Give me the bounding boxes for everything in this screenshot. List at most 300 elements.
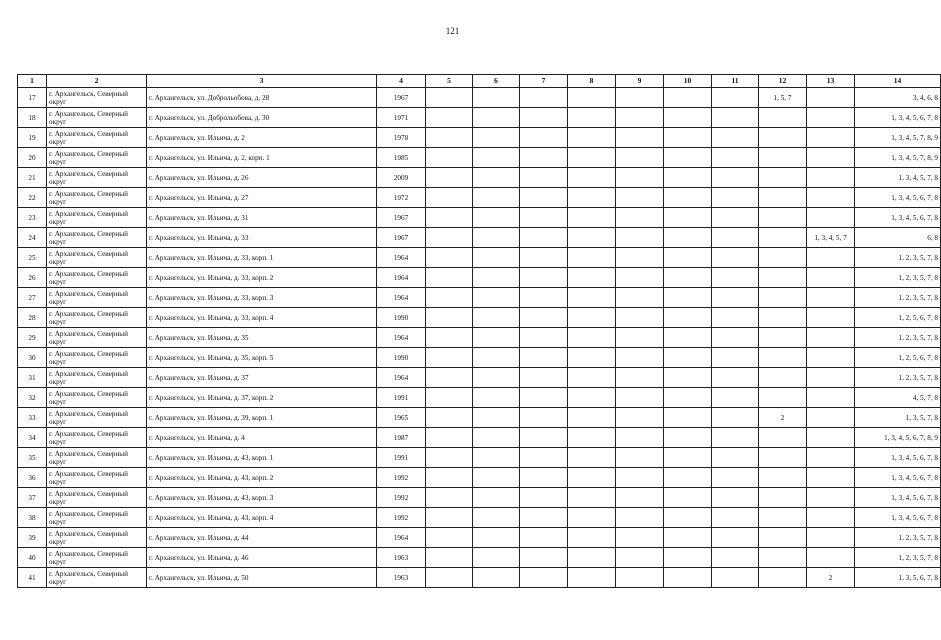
column-14-cell: 1, 2, 3, 5, 7, 8 (855, 248, 941, 268)
address-cell: г. Архангельск, ул. Ильича, д. 35 (147, 328, 377, 348)
address-cell: г. Архангельск, ул. Доброльобова, д. 30 (147, 108, 377, 128)
empty-cell (520, 428, 568, 448)
empty-cell (473, 468, 520, 488)
row-number: 18 (18, 108, 47, 128)
row-number: 22 (18, 188, 47, 208)
empty-cell (664, 348, 712, 368)
table-row (18, 108, 941, 128)
empty-cell (712, 528, 759, 548)
empty-cell (616, 108, 664, 128)
table-row (18, 408, 941, 428)
address-cell: г. Архангельск, ул. Ильича, д. 33, корп. 3 (147, 288, 377, 308)
column-12-cell (759, 228, 807, 248)
empty-cell (616, 288, 664, 308)
column-13-cell (807, 148, 855, 168)
empty-cell (712, 368, 759, 388)
column-header-4: 4 (377, 75, 426, 88)
year-cell: 1964 (377, 268, 426, 288)
empty-cell (473, 428, 520, 448)
column-13-cell (807, 488, 855, 508)
district-cell: г. Архангельск, Северный округ (47, 448, 147, 468)
column-13-cell (807, 248, 855, 268)
empty-cell (473, 388, 520, 408)
empty-cell (664, 408, 712, 428)
empty-cell (520, 268, 568, 288)
column-12-cell (759, 448, 807, 468)
row-number: 32 (18, 388, 47, 408)
empty-cell (712, 88, 759, 108)
address-cell: г. Архангельск, ул. Ильича, д. 31 (147, 208, 377, 228)
table-row (18, 308, 941, 328)
table-row (18, 488, 941, 508)
address-cell: г. Архангельск, ул. Ильича, д. 43, корп. 2 (147, 468, 377, 488)
district-cell: г. Архангельск, Северный округ (47, 248, 147, 268)
column-14-cell: 1, 3, 5, 7, 8 (855, 408, 941, 428)
empty-cell (712, 128, 759, 148)
column-12-cell (759, 248, 807, 268)
table-row (18, 428, 941, 448)
district-cell: г. Архангельск, Северный округ (47, 268, 147, 288)
year-cell: 1991 (377, 388, 426, 408)
empty-cell (568, 448, 616, 468)
empty-cell (664, 548, 712, 568)
row-number: 19 (18, 128, 47, 148)
column-13-cell: 1, 3, 4, 5, 7 (807, 228, 855, 248)
address-cell: г. Архангельск, ул. Ильича, д. 33, корп. 2 (147, 268, 377, 288)
column-13-cell (807, 508, 855, 528)
empty-cell (568, 368, 616, 388)
year-cell: 1985 (377, 148, 426, 168)
district-cell: г. Архангельск, Северный округ (47, 208, 147, 228)
column-13-cell (807, 408, 855, 428)
empty-cell (664, 528, 712, 548)
column-12-cell (759, 368, 807, 388)
empty-cell (473, 268, 520, 288)
column-12-cell (759, 148, 807, 168)
empty-cell (473, 308, 520, 328)
row-number: 26 (18, 268, 47, 288)
empty-cell (616, 248, 664, 268)
empty-cell (712, 248, 759, 268)
empty-cell (426, 368, 473, 388)
column-14-cell: 3, 4, 6, 8 (855, 88, 941, 108)
column-14-cell: 1, 2, 3, 5, 7, 8 (855, 548, 941, 568)
district-cell: г. Архангельск, Северный округ (47, 88, 147, 108)
column-12-cell (759, 128, 807, 148)
page-number: 121 (445, 26, 460, 36)
year-cell: 1971 (377, 108, 426, 128)
year-cell: 1967 (377, 88, 426, 108)
empty-cell (616, 408, 664, 428)
column-14-cell: 1, 3, 4, 5, 6, 7, 8, 9 (855, 428, 941, 448)
empty-cell (473, 328, 520, 348)
empty-cell (426, 88, 473, 108)
empty-cell (520, 468, 568, 488)
empty-cell (568, 268, 616, 288)
empty-cell (426, 408, 473, 428)
empty-cell (568, 248, 616, 268)
empty-cell (712, 108, 759, 128)
row-number: 40 (18, 548, 47, 568)
empty-cell (473, 528, 520, 548)
column-14-cell: 1, 2, 3, 5, 7, 8 (855, 528, 941, 548)
year-cell: 1964 (377, 528, 426, 548)
table-row (18, 548, 941, 568)
year-cell: 1963 (377, 568, 426, 588)
empty-cell (520, 528, 568, 548)
column-14-cell: 1, 2, 3, 5, 7, 8 (855, 268, 941, 288)
column-13-cell (807, 388, 855, 408)
empty-cell (426, 188, 473, 208)
empty-cell (520, 148, 568, 168)
column-header-9: 9 (616, 75, 664, 88)
column-13-cell (807, 308, 855, 328)
district-cell: г. Архангельск, Северный округ (47, 328, 147, 348)
empty-cell (520, 408, 568, 428)
row-number: 30 (18, 348, 47, 368)
empty-cell (426, 128, 473, 148)
empty-cell (473, 448, 520, 468)
table-body (18, 88, 941, 588)
year-cell: 1972 (377, 188, 426, 208)
empty-cell (712, 208, 759, 228)
table-row (18, 328, 941, 348)
column-14-cell: 1, 3, 4, 5, 6, 7, 8 (855, 468, 941, 488)
table-row (18, 368, 941, 388)
empty-cell (426, 448, 473, 468)
row-number: 31 (18, 368, 47, 388)
empty-cell (426, 568, 473, 588)
column-13-cell (807, 448, 855, 468)
row-number: 29 (18, 328, 47, 348)
empty-cell (473, 228, 520, 248)
empty-cell (712, 428, 759, 448)
column-13-cell (807, 208, 855, 228)
address-cell: г. Архангельск, ул. Ильича, д. 43, корп. 3 (147, 488, 377, 508)
year-cell: 1964 (377, 248, 426, 268)
column-12-cell: 1, 5, 7 (759, 88, 807, 108)
empty-cell (616, 228, 664, 248)
empty-cell (568, 228, 616, 248)
empty-cell (664, 128, 712, 148)
address-cell: г. Архангельск, ул. Ильича, д. 2, корп. 1 (147, 148, 377, 168)
column-13-cell: 2 (807, 568, 855, 588)
column-14-cell: 1, 3, 5, 6, 7, 8 (855, 568, 941, 588)
address-cell: г. Архангельск, ул. Ильича, д. 33, корп. 1 (147, 248, 377, 268)
table-row (18, 208, 941, 228)
empty-cell (712, 268, 759, 288)
empty-cell (568, 128, 616, 148)
empty-cell (616, 268, 664, 288)
empty-cell (568, 88, 616, 108)
empty-cell (664, 428, 712, 448)
column-header-6: 6 (473, 75, 520, 88)
column-14-cell: 1, 3, 4, 5, 6, 7, 8 (855, 208, 941, 228)
column-header-13: 13 (807, 75, 855, 88)
empty-cell (520, 488, 568, 508)
empty-cell (520, 388, 568, 408)
empty-cell (712, 388, 759, 408)
empty-cell (568, 388, 616, 408)
district-cell: г. Архангельск, Северный округ (47, 368, 147, 388)
empty-cell (664, 328, 712, 348)
column-13-cell (807, 468, 855, 488)
empty-cell (664, 148, 712, 168)
empty-cell (712, 448, 759, 468)
empty-cell (664, 208, 712, 228)
row-number: 35 (18, 448, 47, 468)
empty-cell (568, 108, 616, 128)
empty-cell (426, 548, 473, 568)
empty-cell (712, 308, 759, 328)
empty-cell (520, 128, 568, 148)
table-row (18, 268, 941, 288)
empty-cell (568, 168, 616, 188)
column-13-cell (807, 528, 855, 548)
column-13-cell (807, 548, 855, 568)
district-cell: г. Архангельск, Северный округ (47, 568, 147, 588)
year-cell: 1991 (377, 448, 426, 468)
empty-cell (664, 228, 712, 248)
column-14-cell: 1, 3, 4, 5, 6, 7, 8 (855, 188, 941, 208)
empty-cell (616, 548, 664, 568)
empty-cell (520, 108, 568, 128)
empty-cell (473, 508, 520, 528)
empty-cell (616, 448, 664, 468)
district-cell: г. Архангельск, Северный округ (47, 228, 147, 248)
column-12-cell (759, 208, 807, 228)
empty-cell (664, 188, 712, 208)
column-header-12: 12 (759, 75, 807, 88)
column-header-8: 8 (568, 75, 616, 88)
empty-cell (520, 448, 568, 468)
empty-cell (568, 568, 616, 588)
header-row (18, 75, 941, 88)
column-12-cell (759, 288, 807, 308)
column-14-cell: 1, 2, 3, 5, 7, 8 (855, 328, 941, 348)
empty-cell (568, 288, 616, 308)
empty-cell (473, 488, 520, 508)
address-cell: г. Архангельск, ул. Ильича, д. 43, корп. 4 (147, 508, 377, 528)
empty-cell (473, 568, 520, 588)
table-row (18, 388, 941, 408)
empty-cell (426, 508, 473, 528)
empty-cell (712, 328, 759, 348)
empty-cell (616, 148, 664, 168)
empty-cell (712, 288, 759, 308)
row-number: 36 (18, 468, 47, 488)
empty-cell (568, 208, 616, 228)
empty-cell (616, 328, 664, 348)
column-14-cell: 1, 2, 3, 5, 7, 8 (855, 368, 941, 388)
year-cell: 1963 (377, 548, 426, 568)
column-13-cell (807, 288, 855, 308)
address-cell: г. Архангельск, ул. Ильича, д. 46 (147, 548, 377, 568)
column-header-10: 10 (664, 75, 712, 88)
row-number: 34 (18, 428, 47, 448)
column-12-cell (759, 168, 807, 188)
year-cell: 2009 (377, 168, 426, 188)
empty-cell (520, 328, 568, 348)
empty-cell (568, 328, 616, 348)
column-14-cell: 1, 3, 4, 5, 7, 8, 9 (855, 128, 941, 148)
empty-cell (520, 208, 568, 228)
table-row (18, 88, 941, 108)
empty-cell (712, 468, 759, 488)
year-cell: 1990 (377, 308, 426, 328)
empty-cell (712, 348, 759, 368)
row-number: 39 (18, 528, 47, 548)
district-cell: г. Архангельск, Северный округ (47, 528, 147, 548)
address-cell: г. Архангельск, ул. Ильича, д. 35, корп. 5 (147, 348, 377, 368)
empty-cell (520, 88, 568, 108)
empty-cell (664, 268, 712, 288)
year-cell: 1990 (377, 348, 426, 368)
column-13-cell (807, 368, 855, 388)
empty-cell (426, 248, 473, 268)
table-row (18, 468, 941, 488)
column-12-cell (759, 308, 807, 328)
empty-cell (664, 508, 712, 528)
column-12-cell (759, 388, 807, 408)
table-row (18, 508, 941, 528)
empty-cell (712, 228, 759, 248)
empty-cell (616, 348, 664, 368)
row-number: 25 (18, 248, 47, 268)
empty-cell (712, 568, 759, 588)
column-14-cell: 1, 3, 4, 5, 6, 7, 8 (855, 108, 941, 128)
column-13-cell (807, 128, 855, 148)
empty-cell (664, 88, 712, 108)
empty-cell (616, 528, 664, 548)
column-12-cell (759, 548, 807, 568)
empty-cell (568, 468, 616, 488)
district-cell: г. Архангельск, Северный округ (47, 408, 147, 428)
empty-cell (520, 548, 568, 568)
district-cell: г. Архангельск, Северный округ (47, 148, 147, 168)
register-table (17, 74, 941, 588)
empty-cell (426, 388, 473, 408)
empty-cell (664, 168, 712, 188)
empty-cell (712, 408, 759, 428)
empty-cell (520, 348, 568, 368)
empty-cell (616, 208, 664, 228)
empty-cell (664, 308, 712, 328)
row-number: 38 (18, 508, 47, 528)
column-14-cell: 1, 3, 4, 5, 7, 8, 9 (855, 148, 941, 168)
column-14-cell: 1, 2, 5, 6, 7, 8 (855, 348, 941, 368)
year-cell: 1992 (377, 508, 426, 528)
row-number: 28 (18, 308, 47, 328)
empty-cell (426, 228, 473, 248)
row-number: 27 (18, 288, 47, 308)
column-13-cell (807, 108, 855, 128)
empty-cell (473, 208, 520, 228)
row-number: 20 (18, 148, 47, 168)
empty-cell (426, 168, 473, 188)
empty-cell (520, 568, 568, 588)
empty-cell (473, 88, 520, 108)
row-number: 21 (18, 168, 47, 188)
column-13-cell (807, 188, 855, 208)
row-number: 24 (18, 228, 47, 248)
column-header-2: 2 (47, 75, 147, 88)
year-cell: 1967 (377, 228, 426, 248)
column-12-cell (759, 528, 807, 548)
column-13-cell (807, 268, 855, 288)
address-cell: г. Архангельск, ул. Ильича, д. 26 (147, 168, 377, 188)
year-cell: 1992 (377, 488, 426, 508)
column-13-cell (807, 328, 855, 348)
empty-cell (520, 288, 568, 308)
address-cell: г. Архангельск, ул. Ильича, д. 33, корп. 4 (147, 308, 377, 328)
empty-cell (568, 408, 616, 428)
district-cell: г. Архангельск, Северный округ (47, 468, 147, 488)
empty-cell (616, 428, 664, 448)
column-14-cell: 1, 3, 4, 5, 6, 7, 8 (855, 448, 941, 468)
table-row (18, 448, 941, 468)
row-number: 37 (18, 488, 47, 508)
empty-cell (426, 468, 473, 488)
district-cell: г. Архангельск, Северный округ (47, 428, 147, 448)
year-cell: 1978 (377, 128, 426, 148)
district-cell: г. Архангельск, Северный округ (47, 308, 147, 328)
empty-cell (426, 108, 473, 128)
column-12-cell (759, 468, 807, 488)
year-cell: 1992 (377, 468, 426, 488)
column-14-cell: 1, 2, 3, 5, 7, 8 (855, 288, 941, 308)
empty-cell (520, 228, 568, 248)
empty-cell (473, 148, 520, 168)
empty-cell (473, 408, 520, 428)
empty-cell (616, 468, 664, 488)
district-cell: г. Архангельск, Северный округ (47, 128, 147, 148)
empty-cell (616, 508, 664, 528)
table-row (18, 528, 941, 548)
year-cell: 1967 (377, 208, 426, 228)
empty-cell (616, 568, 664, 588)
column-header-1: 1 (18, 75, 47, 88)
empty-cell (568, 148, 616, 168)
year-cell: 1965 (377, 408, 426, 428)
empty-cell (520, 188, 568, 208)
empty-cell (568, 428, 616, 448)
empty-cell (473, 288, 520, 308)
empty-cell (664, 568, 712, 588)
empty-cell (520, 508, 568, 528)
empty-cell (616, 88, 664, 108)
district-cell: г. Архангельск, Северный округ (47, 548, 147, 568)
empty-cell (616, 488, 664, 508)
table-row (18, 128, 941, 148)
table-row (18, 168, 941, 188)
column-header-3: 3 (147, 75, 377, 88)
column-header-11: 11 (712, 75, 759, 88)
table-row (18, 348, 941, 368)
column-14-cell: 1, 3, 4, 5, 7, 8 (855, 168, 941, 188)
empty-cell (664, 248, 712, 268)
empty-cell (664, 288, 712, 308)
column-14-cell: 1, 2, 5, 6, 7, 8 (855, 308, 941, 328)
empty-cell (712, 548, 759, 568)
address-cell: г. Архангельск, ул. Ильича, д. 2 (147, 128, 377, 148)
empty-cell (473, 188, 520, 208)
empty-cell (426, 348, 473, 368)
empty-cell (426, 288, 473, 308)
address-cell: г. Архангельск, ул. Ильича, д. 44 (147, 528, 377, 548)
column-12-cell (759, 268, 807, 288)
row-number: 17 (18, 88, 47, 108)
